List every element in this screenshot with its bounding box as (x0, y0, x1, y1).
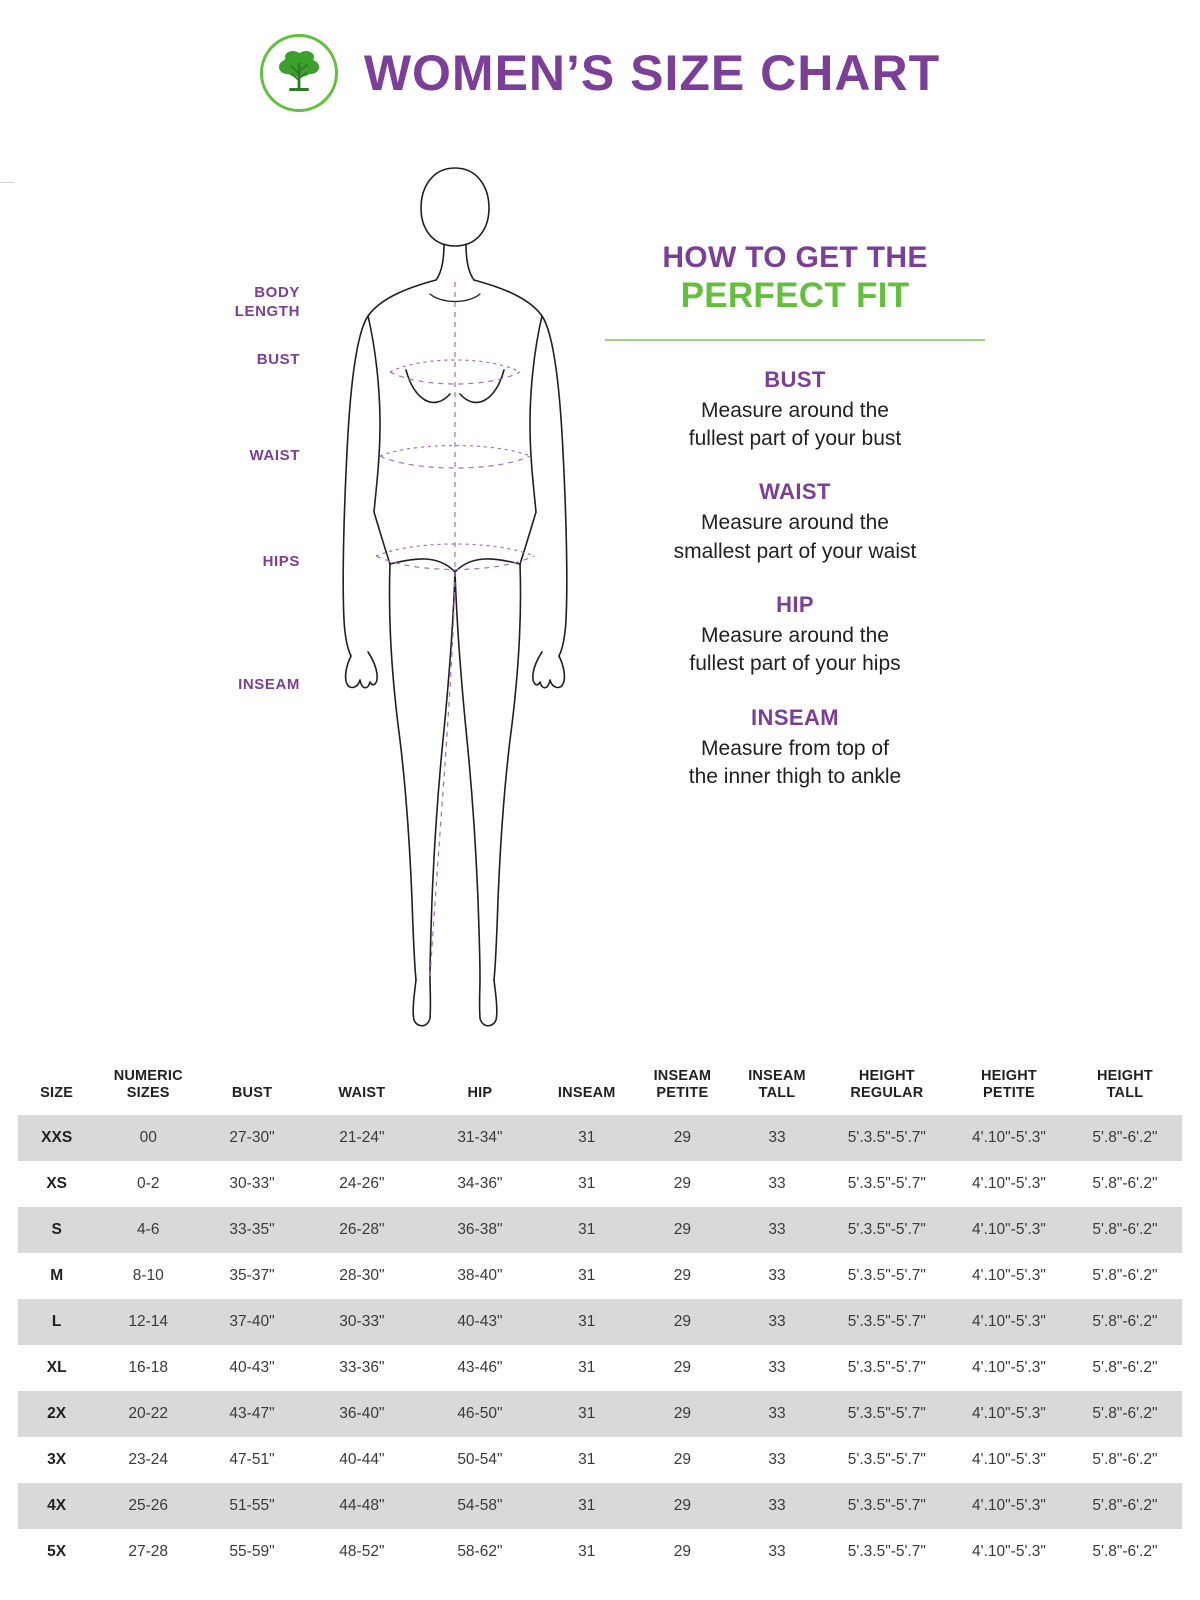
cell-height-petite: 4'.10"-5'.3" (950, 1207, 1068, 1253)
cell-hip: 34-36" (457, 1174, 503, 1192)
table-row (18, 1161, 1182, 1207)
cell-height-tall: 5'.8"-6'.2" (1068, 1115, 1182, 1161)
cell-inseam-tall: 33 (768, 1174, 786, 1192)
cell-size: S (18, 1207, 95, 1253)
cell-height-tall: 5'.8"-6'.2" (1092, 1542, 1158, 1560)
measure-bust-line2: fullest part of your bust (688, 427, 902, 451)
cell-waist: 44-48" (303, 1483, 421, 1529)
table-row (18, 1299, 1182, 1345)
female-body-silhouette (310, 160, 600, 1040)
cell-hip: 31-34" (421, 1115, 539, 1161)
table-header-row (18, 1062, 1182, 1115)
how-to-heading-line1: HOW TO GET THE (662, 241, 928, 274)
cell-inseam: 31 (578, 1266, 596, 1284)
measure-bust-title: BUST (764, 366, 826, 392)
cell-height-petite: 4'.10"-5'.3" (950, 1299, 1068, 1345)
tree-logo-icon (260, 34, 338, 112)
size-table-body (18, 1115, 1182, 1575)
cell-inseam-petite: 29 (635, 1299, 731, 1345)
cell-inseam: 31 (539, 1483, 635, 1529)
cell-inseam-petite: 29 (673, 1266, 691, 1284)
cell-height-petite: 4'.10"-5'.3" (972, 1266, 1046, 1284)
cell-hip: 36-38" (421, 1207, 539, 1253)
measure-inseam-title: INSEAM (751, 704, 839, 730)
cell-numeric-sizes: 25-26 (95, 1483, 201, 1529)
cell-inseam: 31 (539, 1391, 635, 1437)
cell-inseam-tall: 33 (768, 1542, 786, 1560)
cell-size: XS (46, 1174, 67, 1192)
measure-hip-line1: Measure around the (701, 624, 889, 648)
cell-inseam-petite: 29 (673, 1542, 691, 1560)
cell-bust: 30-33" (229, 1174, 275, 1192)
how-to-section (600, 240, 990, 817)
col-size: SIZE (40, 1085, 74, 1102)
table-row (18, 1529, 1182, 1575)
cell-inseam-petite: 29 (635, 1207, 731, 1253)
cell-inseam: 31 (539, 1115, 635, 1161)
cell-inseam-petite: 29 (673, 1450, 691, 1468)
cell-hip: 43-46" (457, 1358, 503, 1376)
cell-inseam-petite: 29 (635, 1483, 731, 1529)
cell-size: M (50, 1266, 64, 1284)
cell-inseam-tall: 33 (768, 1358, 786, 1376)
cell-height-regular: 5'.3.5"-5'.7" (824, 1391, 950, 1437)
cell-inseam-petite: 29 (673, 1358, 691, 1376)
size-table-wrap (18, 1062, 1182, 1575)
size-table (18, 1062, 1182, 1575)
cell-height-tall: 5'.8"-6'.2" (1068, 1299, 1182, 1345)
cell-height-petite: 4'.10"-5'.3" (950, 1391, 1068, 1437)
cell-inseam: 31 (578, 1450, 596, 1468)
measure-bust (600, 367, 990, 454)
cell-inseam: 31 (539, 1207, 635, 1253)
cell-inseam-tall: 33 (730, 1391, 824, 1437)
how-to-heading-line2: PERFECT FIT (680, 276, 910, 316)
cell-size: 5X (47, 1542, 67, 1560)
cell-size: 4X (18, 1483, 95, 1529)
col-waist: WAIST (338, 1085, 386, 1102)
table-row (18, 1345, 1182, 1391)
cell-waist: 33-36" (339, 1358, 385, 1376)
cell-height-petite: 4'.10"-5'.3" (972, 1450, 1046, 1468)
page-header (0, 34, 1200, 112)
cell-height-tall: 5'.8"-6'.2" (1092, 1358, 1158, 1376)
cell-height-tall: 5'.8"-6'.2" (1092, 1174, 1158, 1192)
cell-hip: 38-40" (457, 1266, 503, 1284)
cell-bust: 55-59" (229, 1542, 275, 1560)
how-to-heading (600, 240, 990, 317)
measure-inseam-line2: the inner thigh to ankle (688, 765, 902, 789)
cell-inseam-tall: 33 (768, 1266, 786, 1284)
cell-numeric-sizes: 4-6 (95, 1207, 201, 1253)
cell-waist: 30-33" (303, 1299, 421, 1345)
divider (605, 339, 985, 341)
cell-inseam-petite: 29 (673, 1174, 691, 1192)
cell-numeric-sizes: 8-10 (132, 1266, 164, 1284)
cell-height-tall: 5'.8"-6'.2" (1092, 1266, 1158, 1284)
cell-inseam-tall: 33 (730, 1299, 824, 1345)
cell-numeric-sizes: 23-24 (128, 1450, 169, 1468)
col-hip: HIP (467, 1085, 493, 1102)
col-height-tall: HEIGHT TALL (1096, 1068, 1153, 1102)
cell-height-tall: 5'.8"-6'.2" (1092, 1450, 1158, 1468)
measure-bust-line1: Measure around the (701, 398, 889, 422)
measure-hip-line2: fullest part of your hips (689, 652, 901, 676)
measure-hip (600, 592, 990, 679)
measure-waist-title: WAIST (759, 479, 831, 505)
cell-height-petite: 4'.10"-5'.3" (972, 1542, 1046, 1560)
cell-height-regular: 5'.3.5"-5'.7" (847, 1266, 926, 1284)
cell-hip: 54-58" (421, 1483, 539, 1529)
cell-height-regular: 5'.3.5"-5'.7" (847, 1358, 926, 1376)
cell-size: 2X (18, 1391, 95, 1437)
cell-waist: 36-40" (303, 1391, 421, 1437)
cell-height-petite: 4'.10"-5'.3" (950, 1483, 1068, 1529)
cell-numeric-sizes: 20-22 (95, 1391, 201, 1437)
cell-waist: 28-30" (339, 1266, 385, 1284)
table-row (18, 1115, 1182, 1161)
cell-numeric-sizes: 16-18 (128, 1358, 169, 1376)
measure-waist-line2: smallest part of your waist (673, 539, 917, 563)
cell-bust: 33-35" (201, 1207, 303, 1253)
cell-height-petite: 4'.10"-5'.3" (972, 1174, 1046, 1192)
cell-waist: 48-52" (339, 1542, 385, 1560)
label-hips: HIPS (262, 553, 300, 570)
cell-waist: 21-24" (303, 1115, 421, 1161)
page-title: WOMEN’S SIZE CHART (363, 45, 941, 101)
cell-height-regular: 5'.3.5"-5'.7" (824, 1115, 950, 1161)
cell-size: XL (46, 1358, 67, 1376)
cell-bust: 51-55" (201, 1483, 303, 1529)
cell-inseam-petite: 29 (635, 1391, 731, 1437)
cell-inseam-tall: 33 (730, 1115, 824, 1161)
figure-illustration-area (170, 160, 590, 1040)
col-inseam-tall: INSEAM TALL (748, 1068, 806, 1102)
cell-height-regular: 5'.3.5"-5'.7" (847, 1450, 926, 1468)
cell-height-regular: 5'.3.5"-5'.7" (847, 1174, 926, 1192)
cell-inseam-petite: 29 (635, 1115, 731, 1161)
cell-bust: 40-43" (229, 1358, 275, 1376)
col-height-petite: HEIGHT PETITE (980, 1068, 1037, 1102)
cell-height-petite: 4'.10"-5'.3" (950, 1115, 1068, 1161)
measure-hip-title: HIP (776, 592, 814, 618)
cell-height-regular: 5'.3.5"-5'.7" (824, 1299, 950, 1345)
cell-height-regular: 5'.3.5"-5'.7" (824, 1207, 950, 1253)
cell-inseam: 31 (578, 1542, 596, 1560)
label-inseam: INSEAM (238, 676, 300, 693)
cell-height-petite: 4'.10"-5'.3" (972, 1358, 1046, 1376)
cell-waist: 24-26" (339, 1174, 385, 1192)
cell-inseam-tall: 33 (730, 1207, 824, 1253)
cell-inseam: 31 (578, 1358, 596, 1376)
cell-height-tall: 5'.8"-6'.2" (1068, 1391, 1182, 1437)
cell-inseam-tall: 33 (730, 1483, 824, 1529)
table-row (18, 1483, 1182, 1529)
cell-hip: 46-50" (421, 1391, 539, 1437)
cell-waist: 26-28" (303, 1207, 421, 1253)
cell-height-regular: 5'.3.5"-5'.7" (847, 1542, 926, 1560)
crop-mark (0, 182, 14, 183)
table-row (18, 1207, 1182, 1253)
cell-height-tall: 5'.8"-6'.2" (1068, 1207, 1182, 1253)
table-row (18, 1253, 1182, 1299)
cell-hip: 40-43" (421, 1299, 539, 1345)
cell-inseam: 31 (539, 1299, 635, 1345)
cell-height-regular: 5'.3.5"-5'.7" (824, 1483, 950, 1529)
cell-numeric-sizes: 12-14 (95, 1299, 201, 1345)
cell-hip: 50-54" (457, 1450, 503, 1468)
cell-waist: 40-44" (339, 1450, 385, 1468)
col-inseam: INSEAM (557, 1085, 616, 1102)
measure-inseam-line1: Measure from top of (701, 736, 889, 760)
cell-numeric-sizes: 0-2 (137, 1174, 160, 1192)
cell-numeric-sizes: 27-28 (128, 1542, 169, 1560)
cell-hip: 58-62" (457, 1542, 503, 1560)
cell-bust: 27-30" (201, 1115, 303, 1161)
label-bust: BUST (256, 351, 300, 368)
cell-bust: 47-51" (229, 1450, 275, 1468)
cell-bust: 35-37" (229, 1266, 275, 1284)
measure-waist-line1: Measure around the (701, 511, 889, 535)
label-body-length: BODY LENGTH (234, 284, 300, 321)
col-height-regular: HEIGHT REGULAR (850, 1068, 924, 1102)
col-bust: BUST (231, 1085, 273, 1102)
measure-waist (600, 479, 990, 566)
cell-size: L (18, 1299, 95, 1345)
cell-bust: 37-40" (201, 1299, 303, 1345)
table-row (18, 1437, 1182, 1483)
measure-inseam (600, 705, 990, 792)
cell-size: XXS (18, 1115, 95, 1161)
col-numeric-sizes: NUMERIC SIZES (113, 1068, 183, 1102)
cell-inseam: 31 (578, 1174, 596, 1192)
size-table-head (18, 1062, 1182, 1115)
table-row (18, 1391, 1182, 1437)
cell-size: 3X (47, 1450, 67, 1468)
label-waist: WAIST (249, 447, 300, 464)
cell-inseam-tall: 33 (768, 1450, 786, 1468)
col-inseam-petite: INSEAM PETITE (653, 1068, 712, 1102)
cell-bust: 43-47" (201, 1391, 303, 1437)
cell-numeric-sizes: 00 (95, 1115, 201, 1161)
cell-height-tall: 5'.8"-6'.2" (1068, 1483, 1182, 1529)
